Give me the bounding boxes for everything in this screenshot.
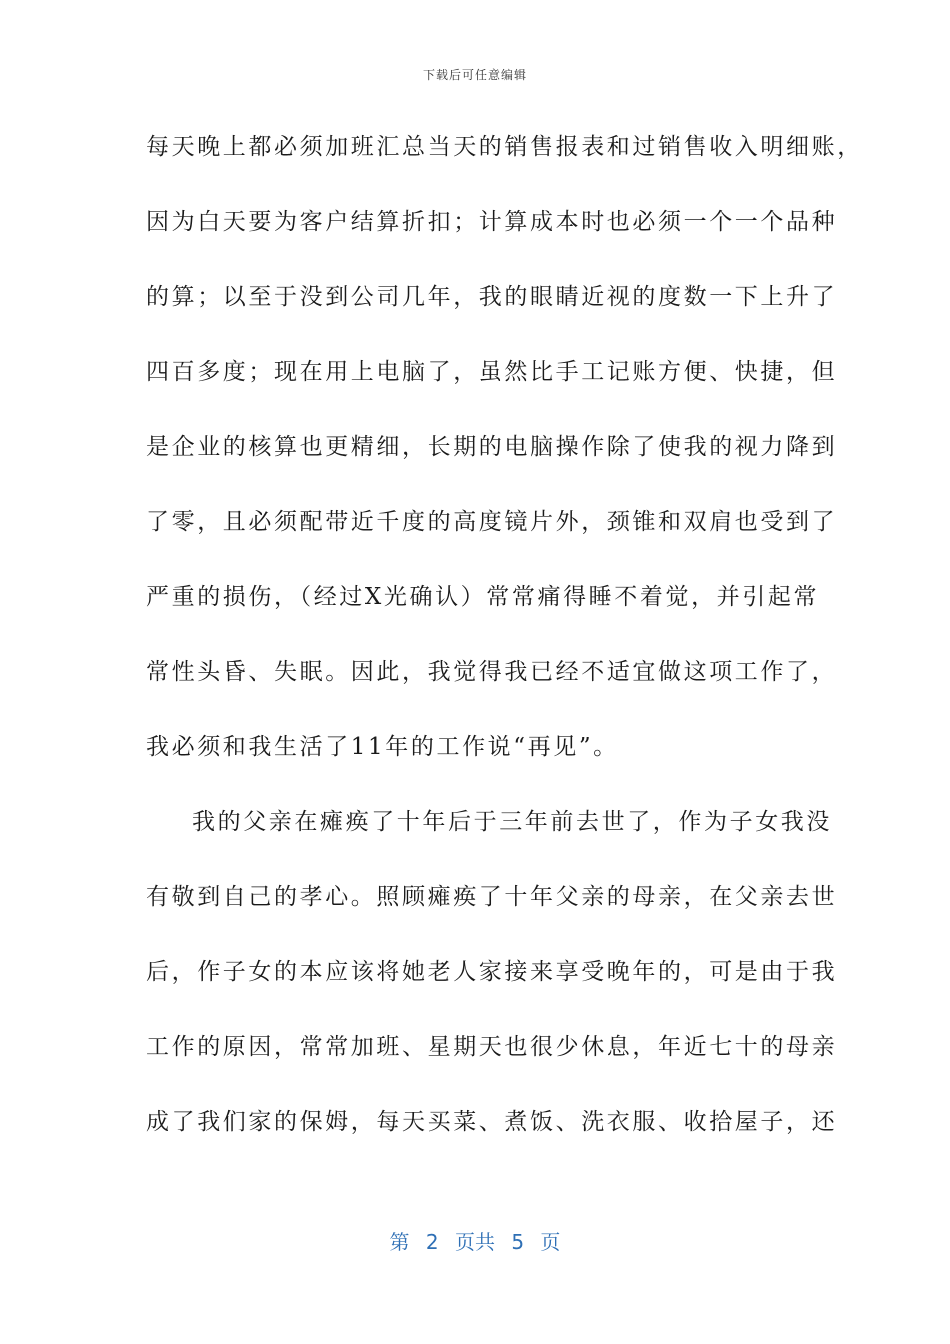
- body-line: 常性头昏、失眠。因此，我觉得我已经不适宜做这项工作了，: [146, 659, 838, 685]
- body-line: 是企业的核算也更精细，长期的电脑操作除了使我的视力降到: [146, 434, 838, 460]
- body-line: 每天晚上都必须加班汇总当天的销售报表和过销售收入明细账，: [146, 134, 863, 160]
- body-line: 我必须和我生活了11年的工作说“再见”。: [146, 734, 619, 760]
- paragraph-start-line: 我的父亲在瘫痪了十年后于三年前去世了，作为子女我没: [192, 809, 832, 835]
- page-number-text: 第 2 页共 5 页: [389, 1230, 561, 1254]
- body-line: 后，作子女的本应该将她老人家接来享受晚年的，可是由于我: [146, 959, 838, 985]
- page-header: 下载后可任意编辑: [422, 68, 527, 82]
- body-line: 工作的原因，常常加班、星期天也很少休息，年近七十的母亲: [146, 1034, 838, 1060]
- body-line: 的算；以至于没到公司几年，我的眼睛近视的度数一下上升了: [146, 284, 838, 310]
- body-line: 因为白天要为客户结算折扣；计算成本时也必须一个一个品种: [146, 209, 838, 235]
- document-body: [146, 121, 863, 1171]
- page-number-footer: [0, 1226, 950, 1255]
- body-line: 了零，且必须配带近千度的高度镜片外，颈锥和双肩也受到了: [146, 509, 838, 535]
- body-line: 成了我们家的保姆，每天买菜、煮饭、洗衣服、收拾屋子，还: [146, 1109, 838, 1135]
- body-line: 严重的损伤，（经过X光确认）常常痛得睡不着觉，并引起常: [146, 584, 820, 610]
- body-line: 四百多度；现在用上电脑了，虽然比手工记账方便、快捷，但: [146, 359, 838, 385]
- body-line: 有敬到自己的孝心。照顾瘫痪了十年父亲的母亲，在父亲去世: [146, 884, 838, 910]
